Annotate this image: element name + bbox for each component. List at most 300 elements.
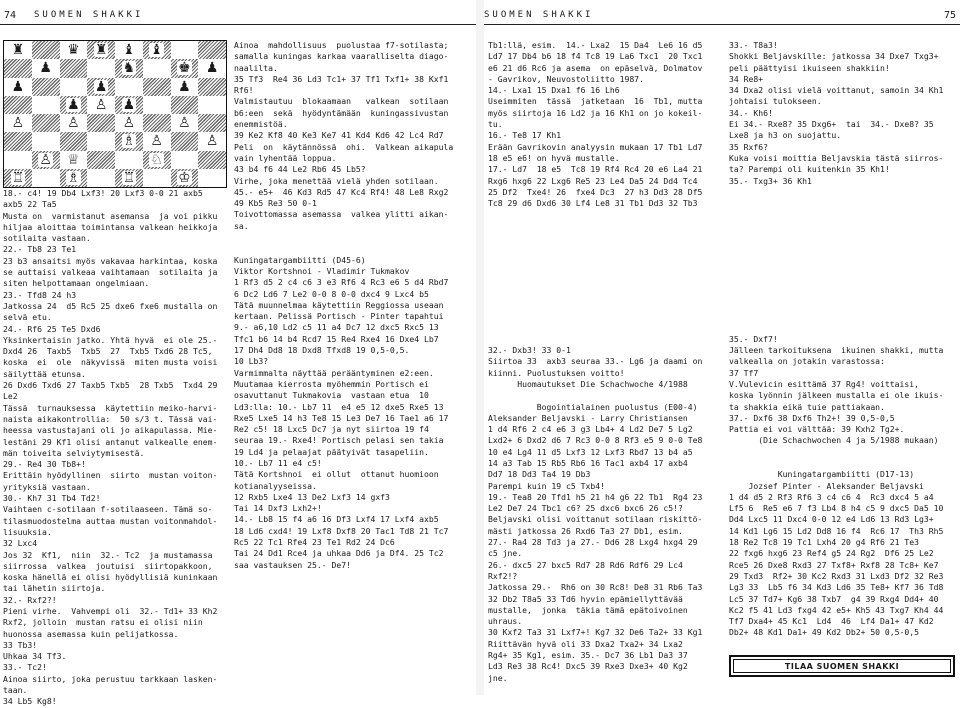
text-line: Rf6! [234, 85, 254, 96]
board-square [60, 132, 88, 150]
text-line: 6 Dc2 Ld6 7 Le2 0-0 8 0-0 dxc4 9 Lxc4 b5 [234, 288, 429, 299]
text-line: 12 Rxb5 Lxe4 13 De2 Lxf3 14 gxf3 [234, 491, 390, 502]
text-line: Rxe5 Lxe5 14 h3 Te8 15 Le3 De7 16 Tae1 a6 17 [234, 412, 449, 423]
text-line [488, 322, 722, 333]
text-line [234, 232, 476, 243]
text-line: Jozsef Pinter - Aleksander Beljavski [729, 480, 924, 491]
text-line: 26 Dxd6 Txd6 27 Taxb5 Txb5 28 Txb5 Txd4 29 [3, 380, 218, 391]
text-line: taan. [3, 685, 28, 696]
text-line [729, 300, 960, 311]
white-pawn-icon: ♙ [11, 115, 25, 132]
black-pawn-icon: ♟ [178, 78, 191, 95]
text-line: Bogointialainen puolustus (E00-4) [488, 401, 698, 412]
text-line: 32 Lxc4 [3, 538, 38, 549]
board-square [60, 78, 88, 96]
text-line: Jatkossa 29.- Rh6 on 30 Rc8! De8 31 Rb6 Ta3 [488, 582, 703, 593]
text-line: 39 Ke2 Kf8 40 Ke3 Ke7 41 Kd4 Kd6 42 Lc4 Rd7 [234, 130, 444, 141]
text-line [488, 243, 722, 254]
board-square [115, 96, 143, 114]
board-square [143, 59, 171, 77]
left-page [0, 0, 476, 707]
text-line [488, 334, 722, 345]
board-square [171, 132, 199, 150]
black-queen-icon: ♛ [67, 42, 80, 59]
page-number: 74 [4, 10, 17, 21]
text-line: uhraus. [488, 616, 523, 627]
board-square [171, 41, 199, 59]
text-line [488, 266, 722, 277]
board-square [32, 132, 60, 150]
right-page-header [484, 10, 956, 22]
text-line [729, 322, 960, 333]
text-line: 1 Rf3 d5 2 c4 c6 3 e3 Rf6 4 Rc3 e6 5 d4 Rbd7 [234, 277, 449, 288]
board-square [171, 59, 199, 77]
board-square [171, 151, 199, 169]
running-title: SUOMEN SHAKKI [484, 10, 594, 20]
text-line: 10 e4 Lg4 11 d5 Lxf3 12 Lxf3 Rbd7 13 b4 a5 [488, 446, 693, 457]
text-line [729, 198, 960, 209]
text-line: Rxf2!? [488, 570, 518, 581]
text-line: sa. [234, 220, 249, 231]
board-square [171, 114, 199, 132]
board-square [115, 114, 143, 132]
text-line: 14.- Lb8 15 f4 a6 16 Df3 Lxf4 17 Lxf4 axb5 [234, 514, 439, 525]
text-column-1 [3, 188, 229, 707]
text-line [729, 209, 960, 220]
board-square [32, 169, 60, 187]
text-line: säilyttää etunsa. [3, 368, 86, 379]
text-line: samalla kuningas karkaa vaaralliselta diago- [234, 51, 449, 62]
text-line: 35 Tf3 Re4 36 Ld3 Tc1+ 37 Tf1 Txf1+ 38 Kxf1 [234, 73, 449, 84]
text-line: 19.- Tea8 20 Tfd1 h5 21 h4 g6 22 Tb1 Rg4 23 [488, 491, 703, 502]
text-column-4 [729, 40, 960, 690]
board-square [32, 151, 60, 169]
white-queen-icon: ♕ [67, 151, 80, 168]
board-square [32, 59, 60, 77]
text-line: Ld3 Re3 38 Rc4! Dxc5 39 Rxe3 Dxe3+ 40 Kg2 [488, 661, 688, 672]
text-line: Uhkaa 34 Tf3. [3, 651, 67, 662]
white-pawn-icon: ♙ [39, 151, 52, 168]
text-line: 34 Lb5 Kg8! [3, 696, 57, 707]
text-line: 22 fxg6 hxg6 23 Ref4 g5 24 Rg2 Df6 25 Le2 [729, 548, 934, 559]
text-line: Dxd4 26 Taxb5 Txb5 27 Txb5 Txd6 28 Tc5, [3, 346, 213, 357]
text-line: Ld3:lla: 10.- Lb7 11 e4 e5 12 dxe5 Rxe5 13 [234, 401, 444, 412]
text-line: sotilaita vastaan. [3, 233, 91, 244]
text-line: 33 Tb3! [3, 639, 38, 650]
text-line: lestäni 29 Kf1 olisi antanut valkealle enem- [3, 436, 218, 447]
text-line [729, 255, 960, 266]
text-line [729, 243, 960, 254]
black-pawn-icon: ♟ [122, 96, 136, 113]
text-line: Shokki Beljavskille: jatkossa 34 Dxe7 Txg3+ [729, 51, 939, 62]
text-line: selvä etu. [3, 312, 52, 323]
text-line: Kuningatargambiitti (D17-13) [729, 469, 915, 480]
white-rook-icon: ♖ [122, 169, 136, 186]
text-line: kertaan. Pelissä Portisch - Pinter tapahtui [234, 311, 444, 322]
text-line: tilasmuodostelma auttaa mustan voitonmahdol- [3, 515, 218, 526]
text-line: hiljaa aloittaa toimintansa valkean heikkoja [3, 221, 218, 232]
board-square [87, 169, 115, 187]
text-line: 18.- c4! 19 Db4 Lxf3! 20 Lxf3 0-0 21 axb5 [3, 188, 203, 198]
text-line: Ei 34.- Rxe8? 35 Dxg6+ tai 34.- Dxe8? 35 [729, 119, 934, 130]
text-line: Parempi kuin 19 c5 Txb4! [488, 480, 605, 491]
text-line: Useimmiten tässä jatketaan 16 Tb1, mutta [488, 96, 703, 107]
board-square [60, 114, 88, 132]
white-pawn-icon: ♙ [205, 133, 219, 150]
text-line: axb5 22 Ta5 [3, 199, 57, 210]
board-square [60, 169, 88, 187]
board-square [171, 78, 199, 96]
white-pawn-icon: ♙ [122, 115, 136, 132]
board-square [4, 59, 32, 77]
text-line: osavuttanut Tukmakovia vastaan etua 10 [234, 390, 429, 401]
board-square [60, 59, 88, 77]
text-line: 35.- Dxf7! [729, 333, 778, 344]
text-line: yrityksiä vastaan. [3, 481, 91, 492]
text-line: tai lähetin siirtoja. [3, 583, 106, 594]
board-square [143, 114, 171, 132]
text-line: Re2 c5! 18 Lxc5 Dc7 ja nyt siirtoa 19 f4 [234, 424, 429, 435]
text-line: 30 Kxf2 Ta3 31 Lxf7+! Kg7 32 De6 Ta2+ 33 Kg1 [488, 627, 703, 638]
text-line: 30.- Kh7 31 Tb4 Td2! [3, 493, 101, 504]
text-line: Erittäin hyödyllinen siirto mustan voiton- [3, 470, 218, 481]
text-line: (Die Schachwochen 4 ja 5/1988 mukaan) [729, 435, 939, 446]
board-square [143, 132, 171, 150]
text-line: b6:een sekä hyödyntämään kuningassivustan [234, 107, 449, 118]
text-line: Tai 24 Dd1 Rce4 ja uhkaa Dd6 ja Df4. 25 Tc2 [234, 548, 444, 559]
text-line: Muutamaa kierrosta myöhemmin Portisch ei [234, 378, 429, 389]
text-line: Rxg6 hxg6 22 Lxg6 Re5 23 Le4 Da5 24 Dd4 Tc4 [488, 175, 698, 186]
white-pawn-icon: ♙ [94, 96, 108, 113]
black-pawn-icon: ♟ [11, 78, 25, 95]
running-title: SUOMEN SHAKKI [34, 10, 144, 20]
text-line: Yksinkertaisin jatko. Yhtä hyvä ei ole 25.- [3, 334, 218, 345]
text-line: Pattia ei voi välttää: 39 Kxh2 Tg2+. [729, 424, 905, 435]
board-square [87, 96, 115, 114]
board-square [32, 41, 60, 59]
text-line: lisuuksia. [3, 526, 52, 537]
board-square [115, 169, 143, 187]
text-line: Jälleen tarkoituksena ikuinen shakki, mutta [729, 345, 944, 356]
text-line: 25 Df2 Txe4! 26 fxe4 Dc3 27 h3 Dd3 28 Df5 [488, 186, 703, 197]
text-line: V.Vulevicin esittämä 37 Rg4! voittaisi, [729, 378, 920, 389]
text-line: Siirtoa 33 axb3 seuraa 33.- Lg6 ja daami on [488, 356, 703, 367]
board-square [171, 96, 199, 114]
text-line [729, 458, 960, 469]
white-pawn-icon: ♙ [67, 115, 80, 132]
text-line: 35 Rxf6? [729, 141, 768, 152]
text-line: Tf7 Dxa4+ 45 Kc1 Ld4 46 Lf4 Da1+ 47 Kd2 [729, 616, 934, 627]
text-line: 43 b4 f6 44 Le2 Rb6 45 Lb5? [234, 164, 366, 175]
text-line: Beljavski olisi voittanut sotilaan riskittö- [488, 514, 703, 525]
text-line: koska ei ole näkyvissä miten musta voisi [3, 357, 218, 368]
text-line [488, 209, 722, 220]
board-square [4, 132, 32, 150]
text-line: Kuningatargambiitti (D45-6) [234, 254, 366, 265]
board-square [32, 78, 60, 96]
text-line: naalilta. [234, 62, 278, 73]
board-square [87, 132, 115, 150]
board-square [87, 78, 115, 96]
text-line: kotianalyyseissa. [234, 480, 317, 491]
text-line: 23.- Tfd8 24 h3 [3, 289, 77, 300]
white-pawn-icon: ♙ [178, 115, 191, 132]
text-line: Lc5 37 Td7+ Kg6 38 Txb7 g4 39 Rxg4 Dd4+ 40 [729, 593, 939, 604]
board-square [87, 114, 115, 132]
text-line [729, 187, 960, 198]
text-line: tu. [488, 119, 503, 130]
text-line: Db2+ 48 Kd1 Da1+ 49 Kd2 Db2+ 50 0,5-0,5 [729, 627, 920, 638]
header-rule [0, 24, 476, 25]
text-line: 35.- Txg3+ 36 Kh1 [729, 175, 812, 186]
chess-diagram [3, 40, 227, 188]
board-square [171, 169, 199, 187]
text-line: Varmimmalta näyttää perääntyminen e2:een. [234, 367, 434, 378]
text-line: Jos 32 Kf1, niin 32.- Tc2 ja mustamassa [3, 549, 213, 560]
text-line: kiinni. Puolustuksen voitto! [488, 367, 625, 378]
subscribe-label: TILAA SUOMEN SHAKKI [784, 661, 900, 671]
text-line: Rxf2, jolloin mustan ratsu ei olisi niin [3, 617, 203, 628]
text-line [488, 232, 722, 243]
text-line: se auttaisi valkeaa vaihtamaan sotilaita ja [3, 267, 218, 278]
board-square [4, 114, 32, 132]
text-line: Ainoa siirto, joka perustuu tarkkaan lasken- [3, 673, 218, 684]
black-rook-icon: ♜ [11, 42, 25, 59]
board-square [87, 59, 115, 77]
text-line: Pieni virhe. Vahvempi oli 32.- Td1+ 33 Kh2 [3, 605, 218, 616]
text-line: ta? Parempi oli kuitenkin 35 Kh1! [729, 164, 890, 175]
white-king-icon: ♔ [178, 169, 191, 186]
text-line: jne. [488, 672, 508, 683]
board-square [198, 78, 226, 96]
text-line: 26.- dxc5 27 bxc5 Rd7 28 Rd6 Rdf6 29 Lc4 [488, 559, 683, 570]
board-square [4, 78, 32, 96]
text-line [729, 311, 960, 322]
text-line: Toivottomassa asemassa valkea ylitti aikan- [234, 209, 449, 220]
black-pawn-icon: ♟ [67, 96, 80, 113]
text-line: 33.- Tc2! [3, 662, 47, 673]
text-line: 34 Dxa2 olisi vielä voittanut, samoin 34 Kh1 [729, 85, 944, 96]
board-square [87, 151, 115, 169]
text-line: 1 d4 Rf6 2 c4 e6 3 g3 Lb4+ 4 Ld2 De7 5 Lg2 [488, 424, 693, 435]
board-square [60, 151, 88, 169]
text-line: Ld7 17 Db4 b6 18 f4 Tc8 19 La6 Txc1 20 Txc1 [488, 51, 703, 62]
text-line: 45.- e5+ 46 Kd3 Rd5 47 Kc4 Rf4! 48 Le8 Rxg2 [234, 186, 449, 197]
text-line: mustalle, jonka täkia tämä epätoivoinen [488, 604, 688, 615]
text-line: Vaihtaen c-sotilaan f-sotilaaseen. Tämä so- [3, 504, 213, 515]
text-line: 23 b3 ansaitsi myös vakavaa harkintaa, koska [3, 255, 218, 266]
text-line: Lf5 6 Re5 e6 7 f3 Lb4 8 h4 c5 9 dxc5 Da5 10 [729, 503, 944, 514]
left-page-header [4, 10, 474, 22]
text-line: Dd4 Lxc5 11 Dxc4 0-0 12 e4 Ld6 13 Rd3 Lg3+ [729, 514, 934, 525]
black-knight-icon: ♞ [122, 60, 136, 77]
board-square [32, 114, 60, 132]
board-square [198, 96, 226, 114]
right-page [484, 0, 960, 695]
text-line: Tb1:llä, esim. 14.- Lxa2 15 Da4 Le6 16 d5 [488, 40, 703, 50]
text-line: Le2 [3, 391, 18, 402]
text-line: Rce5 26 Dxe8 Rxd3 27 Txf8+ Rxf8 28 Tc8+ Ke7 [729, 559, 939, 570]
board-square [60, 41, 88, 59]
text-line: siirrossa valkea joutuisi siirtopakkoon, [3, 560, 213, 571]
text-line: Tc8 29 d6 Dxd6 30 Lf4 Le8 31 Tb1 Dd3 32 Tb3 [488, 198, 698, 209]
board-square [143, 169, 171, 187]
spine-gutter [476, 0, 484, 695]
text-line: män toiveita selviytymisestä. [3, 447, 145, 458]
black-king-icon: ♚ [178, 60, 191, 77]
text-line: 1 d4 d5 2 Rf3 Rf6 3 c4 c6 4 Rc3 dxc4 5 a4 [729, 491, 934, 502]
board-square [198, 41, 226, 59]
board-square [4, 41, 32, 59]
text-line: Virhe, joka menettää vielä yhden sotilaan. [234, 175, 439, 186]
text-line: Lxe8 ja h3 on suojattu. [729, 130, 842, 141]
text-line: 19 Ld4 ja pelaajat päätyivät tasapeliin. [234, 446, 429, 457]
text-line: Tätä muunnelmaa käytettiin Reggiossa useaan [234, 299, 444, 310]
text-line: Rc5 22 Tc1 Rfe4 23 Te1 Rd2 24 Dc6 [234, 537, 395, 548]
text-line: huonossa asemassa kuin pelijatkossa. [3, 628, 179, 639]
text-line: 34.- Kh6! [729, 107, 773, 118]
text-line: Musta on varmistanut asemansa ja voi pikku [3, 210, 218, 221]
text-line [729, 266, 960, 277]
text-line: - Gavrikov, Neuvostoliitto 1987. [488, 73, 644, 84]
text-line: 17.- Ld7 18 e5 Tc8 19 Rf4 Rc4 20 e6 La4 21 [488, 164, 703, 175]
text-line: 33.- T8a3! [729, 40, 778, 50]
text-line [488, 255, 722, 266]
black-bishop-icon: ♝ [150, 42, 163, 59]
board-square [143, 96, 171, 114]
text-line [729, 277, 960, 288]
board-square [143, 78, 171, 96]
board-square [115, 151, 143, 169]
text-line: peli päättyisi ikuiseen shakkiin! [729, 62, 890, 73]
white-rook-icon: ♖ [11, 169, 25, 186]
text-line [729, 221, 960, 232]
board-square [115, 41, 143, 59]
text-line: myös siirtoja 16 Ld2 ja 16 Kh1 on jo kokeil- [488, 107, 703, 118]
text-line: 14.- Lxa1 15 Dxa1 f6 16 Lh6 [488, 85, 620, 96]
board-square [143, 41, 171, 59]
text-line [488, 277, 722, 288]
board-square [32, 96, 60, 114]
text-line: saa vastauksen 25.- De7! [234, 559, 351, 570]
text-line [729, 232, 960, 243]
text-line [488, 311, 722, 322]
board-square [60, 96, 88, 114]
text-line: Kuka voisi moittia Beljavskia tästä siirros- [729, 152, 944, 163]
board-square [4, 169, 32, 187]
board-square [198, 151, 226, 169]
text-line: valkealla on jotakin varastossa: [729, 356, 885, 367]
text-line: 27.- Ra4 28 Td3 ja 27.- Dd6 28 Lxg4 hxg4 29 [488, 537, 698, 548]
text-line: 16.- Te8 17 Kh1 [488, 130, 562, 141]
text-line: Tfc1 b6 14 b4 Rcd7 15 Re4 Rxe4 16 Dxe4 Lb7 [234, 333, 439, 344]
board-square [87, 41, 115, 59]
text-line: 18 e5 e6! on hyvä mustalle. [488, 152, 620, 163]
text-line: Viktor Kortshnoi - Vladimir Tukmakov [234, 265, 410, 276]
text-line: 14 Kd1 Lg6 15 Ld2 Dd8 16 f4 Rc6 17 Th3 Rh5 [729, 525, 944, 536]
text-line: Erään Gavrikovin analyysin mukaan 17 Tb1 Ld7 [488, 141, 703, 152]
text-line: johtaisi tulokseen. [729, 96, 822, 107]
text-line [488, 289, 722, 300]
text-line: ta shakkia eikä tuie pattiakaan. [729, 401, 885, 412]
black-pawn-icon: ♟ [205, 60, 219, 77]
text-column-3 [488, 40, 722, 690]
black-pawn-icon: ♟ [94, 78, 108, 95]
text-line: 17 Dh4 Dd8 18 Dxd8 Tfxd8 19 0,5-0,5. [234, 345, 410, 356]
text-line: 49 Kb5 Re3 50 0-1 [234, 198, 317, 209]
board-square [198, 169, 226, 187]
text-line: 18 Re2 Tc8 19 Tc1 Lxh4 20 g4 Rf6 21 Te3 [729, 537, 920, 548]
board-square [4, 151, 32, 169]
text-line: Aleksander Beljavski - Larry Christiansen [488, 412, 688, 423]
text-line [729, 289, 960, 300]
text-line: 24.- Rf6 25 Te5 Dxd6 [3, 323, 101, 334]
text-line: Ainoa mahdollisuus puolustaa f7-sotilasta; [234, 40, 449, 50]
text-line: 34 Re8+ [729, 73, 764, 84]
text-line: Lxd2+ 6 Dxd2 d6 7 Rc3 0-0 8 Rf3 e5 9 0-0 Te8 [488, 435, 703, 446]
white-pawn-icon: ♙ [150, 133, 163, 150]
board-square [198, 114, 226, 132]
text-line [234, 243, 476, 254]
text-line: Le2 De7 24 Tbc1 c6? 25 dxc6 bxc6 26 c5!? [488, 503, 683, 514]
text-line [488, 221, 722, 232]
page-number: 75 [943, 10, 956, 21]
text-line: siten helpottamaan ongelmiaan. [3, 278, 150, 289]
text-line: 9.- a6,10 Ld2 c5 11 a4 Dc7 12 dxc5 Rxc5 13 [234, 322, 439, 333]
text-line: 22.- Tb8 23 Te1 [3, 244, 77, 255]
board-square [115, 132, 143, 150]
text-line: 32.- Rxf2?! [3, 594, 57, 605]
white-knight-icon: ♘ [150, 151, 163, 168]
text-line: c5 jne. [488, 548, 523, 559]
text-line: 37 Tf7 [729, 367, 759, 378]
text-line: Tätä Kortshnoi ei ollut ottanut huomioon [234, 469, 439, 480]
text-line: 29.- Re4 30 Tb8+! [3, 459, 86, 470]
black-pawn-icon: ♟ [39, 60, 52, 77]
board-square [198, 59, 226, 77]
text-line: koska lyönnin jälkeen mustalla ei ole ikuis- [729, 390, 944, 401]
text-line: Tässä turnauksessa käytettiin meiko-harvi- [3, 402, 218, 413]
text-line: Rg4+ 35 Kg1, esim. 35.- Dc7 36 Lb1 Da3 37 [488, 650, 688, 661]
text-line: vain lyhentää loppua. [234, 152, 337, 163]
text-line: enemmistöä. [234, 119, 288, 130]
text-line: Huomautukset Die Schachwoche 4/1988 [488, 378, 688, 389]
text-line: Peli on käytännössä ohi. Valkean aikapula [234, 141, 454, 152]
text-line: 37.- Dxf6 38 Dxf6 Th2+! 39 0,5-0,5 [729, 412, 895, 423]
text-line: 29 Txd3 Rf2+ 30 Kc2 Rxd3 31 Lxd3 Df2 32 Re3 [729, 570, 944, 581]
board-square [115, 78, 143, 96]
text-line [729, 447, 960, 458]
text-line: naista aikakontrollia: 50 s/3 t. Tässä vai- [3, 413, 218, 424]
text-line: mästi jatkossa 26 Rxd6 Ta3 27 Db1, esim. [488, 525, 683, 536]
white-bishop-icon: ♗ [67, 169, 80, 186]
text-line: Tai 14 Dxf3 Lxh2+! [234, 503, 322, 514]
text-line: 32.- Dxb3! 33 0-1 [488, 345, 571, 356]
text-line: Riittävän hyvä oli 33 Dxa2 Txa2+ 34 Lxa2 [488, 638, 683, 649]
black-rook-icon: ♜ [94, 42, 108, 59]
subscribe-box[interactable] [729, 655, 955, 677]
board-square [115, 59, 143, 77]
header-rule [484, 24, 960, 25]
text-line: Valmistautuu blokaamaan valkean sotilaan [234, 96, 449, 107]
text-line [488, 390, 722, 401]
text-line: heessa vastustajani oli jo aikapulassa. Mie- [3, 425, 218, 436]
text-line: koska hänellä ei olisi hyödyllisiä kuninkaan [3, 572, 218, 583]
text-line: Dd7 18 Dd3 Ta4 19 Db3 [488, 469, 591, 480]
text-line: 18 Ld6 cxd4! 19 Lxf8 Dxf8 20 Tac1 Td8 21 Tc7 [234, 525, 449, 536]
text-line: 10.- Lb7 11 e4 c5! [234, 457, 322, 468]
text-line: Lg3 33 Lb5 f6 34 Kd3 Ld6 35 Te8+ Kf7 36 Td8 [729, 582, 944, 593]
